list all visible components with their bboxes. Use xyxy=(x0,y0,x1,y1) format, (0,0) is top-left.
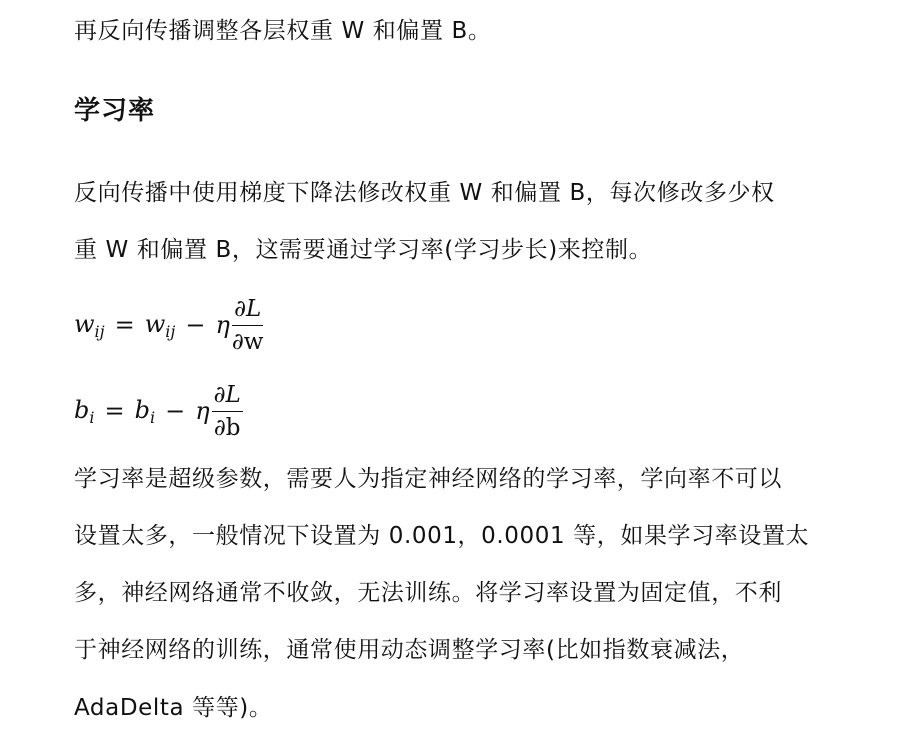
weight-update-formula xyxy=(74,290,263,360)
formula-bias-denominator: ∂b xyxy=(213,414,241,441)
formula-weight-lhs: $w_{ij}$ xyxy=(74,309,105,341)
formula-weight-rhs: $w_{ij}$ xyxy=(144,309,176,341)
gradient-text-line-1: 反向传播中使用梯度下降法修改权重 W 和偏置 B，每次修改多少权 xyxy=(74,180,775,206)
formula-bias-minus: − xyxy=(165,397,186,425)
formula-bias-numerator: ∂L xyxy=(212,381,243,412)
formula-bias-lhs: $b_i$ xyxy=(74,395,95,427)
formula-bias-fraction xyxy=(212,381,243,442)
learning-rate-text-line-3: 多，神经网络通常不收敛，无法训练。将学习率设置为固定值，不利 xyxy=(74,580,782,606)
formula-weight-equals: = xyxy=(114,311,135,339)
formula-weight-numerator: ∂L xyxy=(232,295,263,326)
section-heading-learning-rate: 学习率 xyxy=(74,96,156,126)
learning-rate-text-line-5: AdaDelta 等等)。 xyxy=(74,695,273,721)
formula-weight-denominator: ∂w xyxy=(231,328,264,355)
formula-weight-eta: η xyxy=(215,311,230,339)
intro-text-line-1: 再反向传播调整各层权重 W 和偏置 B。 xyxy=(74,18,492,44)
formula-weight-fraction xyxy=(232,295,264,356)
formula-bias-rhs: $b_i$ xyxy=(134,395,156,427)
formula-bias-equals: = xyxy=(104,397,125,425)
formula-weight-minus: − xyxy=(185,311,206,339)
gradient-text-line-2: 重 W 和偏置 B，这需要通过学习率(学习步长)来控制。 xyxy=(74,237,653,263)
learning-rate-text-line-2: 设置太多，一般情况下设置为 0.001，0.0001 等，如果学习率设置太 xyxy=(74,523,810,549)
learning-rate-text-line-4: 于神经网络的训练，通常使用动态调整学习率(比如指数衰减法， xyxy=(74,637,745,663)
bias-update-formula xyxy=(74,376,243,446)
learning-rate-text-line-1: 学习率是超级参数，需要人为指定神经网络的学习率，学向率不可以 xyxy=(74,466,782,492)
formula-bias-eta: η xyxy=(195,397,210,425)
